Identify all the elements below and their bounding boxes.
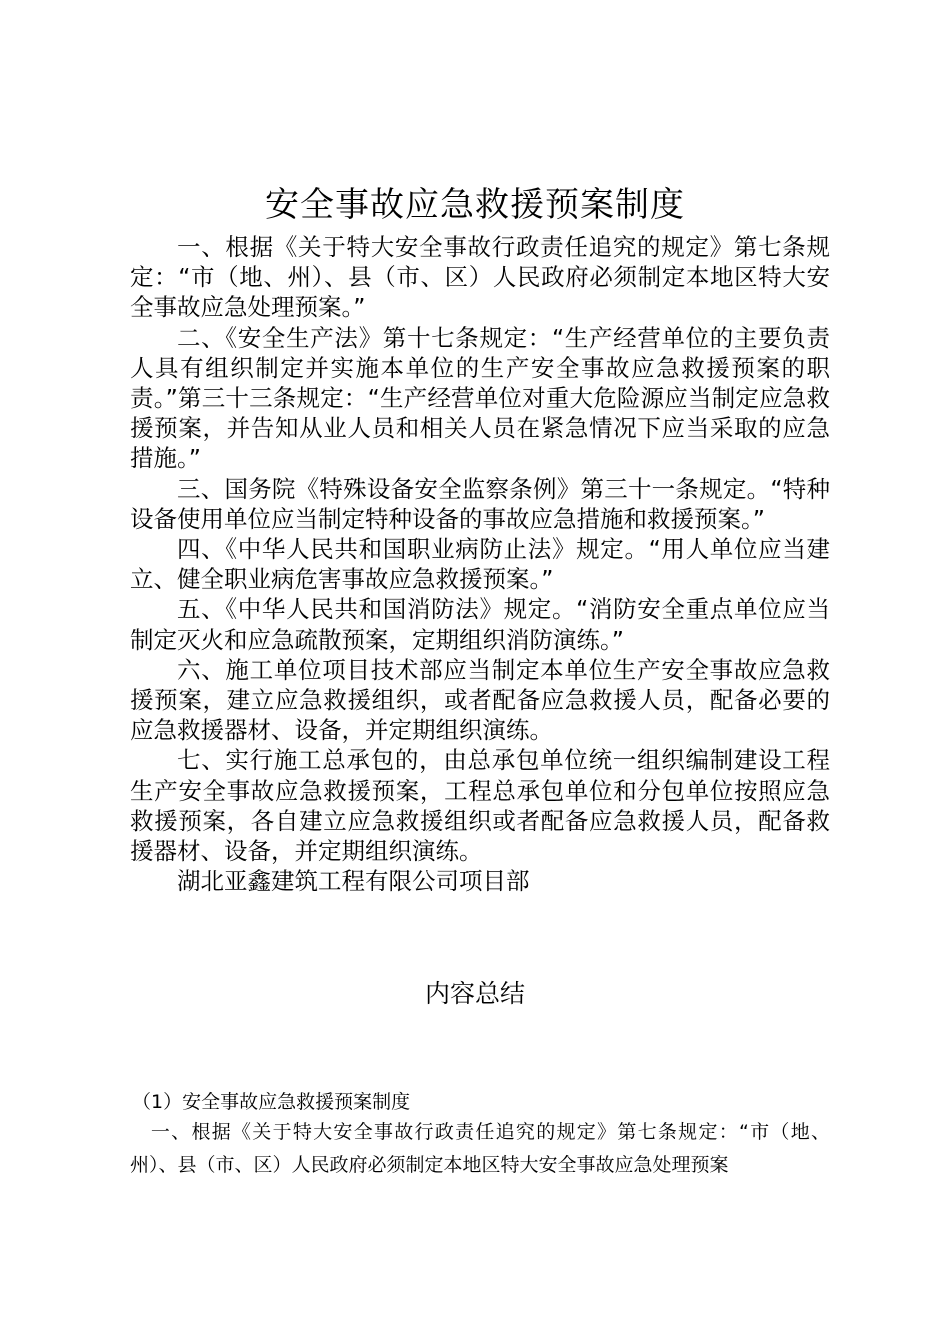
document-body [130,232,830,896]
paragraph-7: 七、实行施工总承包的，由总承包单位统一组织编制建设工程生产安全事故应急救援预案，工程总承包单位和分包单位按照应急救援预案，各自建立应急救援组织或者配备应急救援人员，配备救援器材、设备，并定期组织演练。 [130,746,830,866]
paragraph-2: 二、《安全生产法》第十七条规定：“生产经营单位的主要负责人具有组织制定并实施本单位的生产安全事故应急救援预案的职责。”第三十三条规定：“生产经营单位对重大危险源应当制定应急救援预案，并告知从业人员和相关人员在紧急情况下应当采取的应急措施。” [130,323,830,473]
summary-item-label: （1）安全事故应急救援预案制度 [132,1091,411,1113]
paragraph-1: 一、根据《关于特大安全事故行政责任追究的规定》第七条规定：“市（地、州）、县（市、区）人民政府必须制定本地区特大安全事故应急处理预案。” [130,233,830,322]
paragraph-4: 四、《中华人民共和国职业病防止法》规定。“用人单位应当建立、健全职业病危害事故应急救援预案。” [130,535,830,594]
summary-section [130,1088,830,1182]
paragraph-3: 三、国务院《特殊设备安全监察条例》第三十一条规定。“特种设备使用单位应当制定特种设备的事故应急措施和救援预案。” [130,474,830,533]
paragraph-6: 六、施工单位项目技术部应当制定本单位生产安全事故应急救援预案，建立应急救援组织，或者配备应急救援人员，配备必要的应急救援器材、设备，并定期组织演练。 [130,655,830,745]
signature: 湖北亚鑫建筑工程有限公司项目部 [177,867,530,896]
summary-item-text: 一、根据《关于特大安全事故行政责任追究的规定》第七条规定：“市（地、州）、县（市、区）人民政府必须制定本地区特大安全事故应急处理预案 [130,1121,830,1176]
document-title: 安全事故应急救援预案制度 [265,185,685,225]
paragraph-5: 五、《中华人民共和国消防法》规定。“消防安全重点单位应当制定灭火和应急疏散预案，定期组织消防演练。” [130,595,830,654]
summary-heading: 内容总结 [424,979,525,1008]
